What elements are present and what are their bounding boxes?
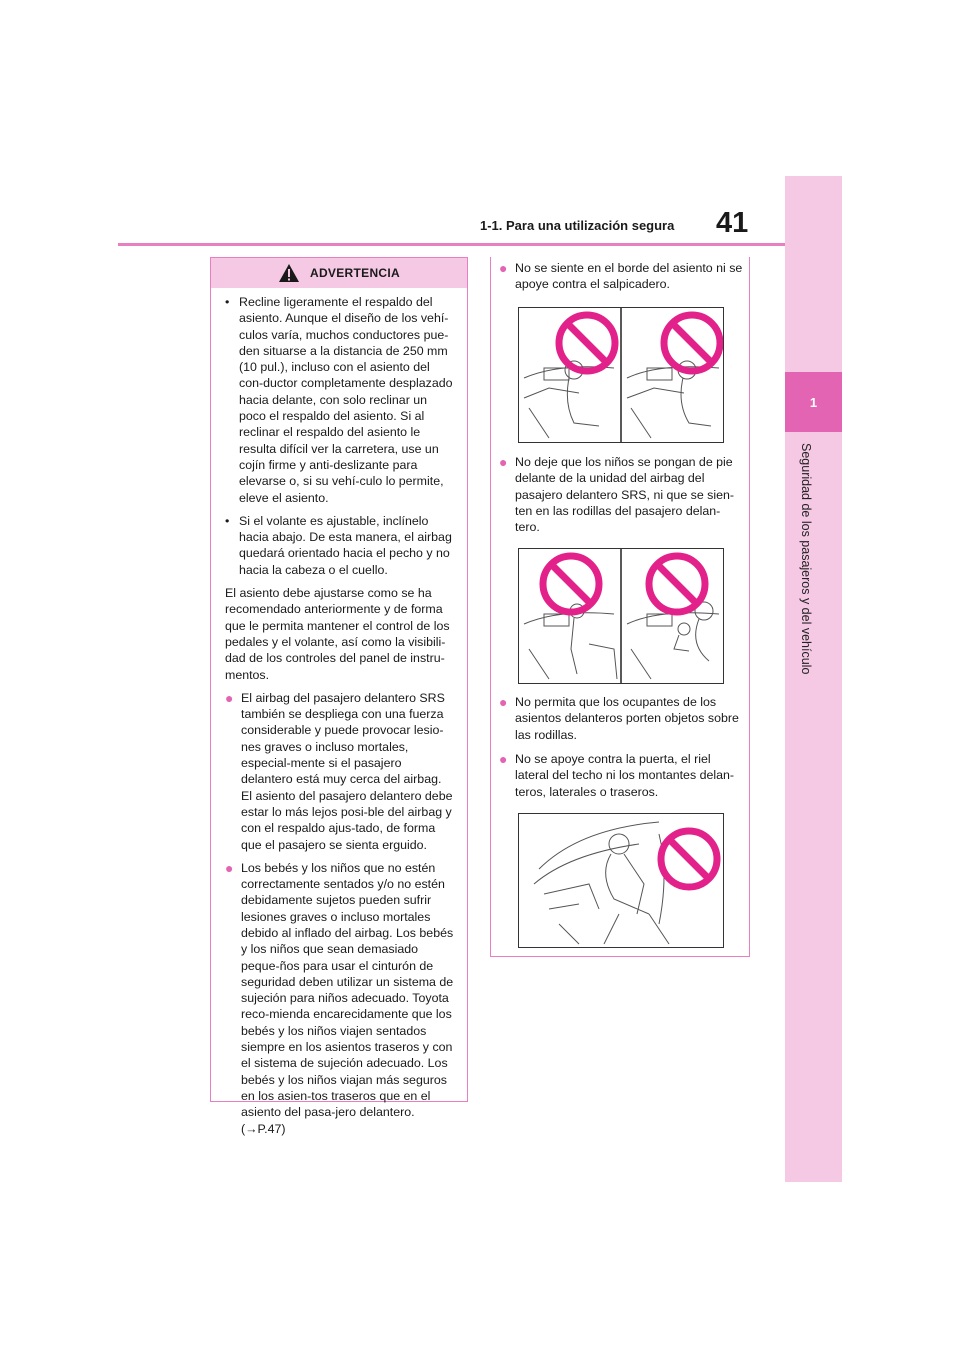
page-number: 41 [716, 207, 749, 239]
bullet-dot-icon: ● [499, 260, 508, 276]
bullet-dot-icon: ● [225, 689, 234, 706]
side-tab [785, 176, 842, 1182]
warning-bullet: • Recline ligeramente el respaldo del asiento. Aunque el diseño de los vehí-culos varía, muchos conductores pue-den situarse a la distancia de 250 mm (10 pul.), incluso con el asiento del con-ductor completamente desplazado hacia delante, con solo reclinar un poco el respaldo del asiento. Si al reclinar el respaldo del asiento le resulta difícil ver la carretera, use un cojín firme y anti-deslizante para elevarse o, si su vehí-culo lo permite, eleve el asiento. [225, 295, 453, 505]
header-rule [118, 243, 785, 246]
bullet-dot-icon: ● [499, 454, 508, 470]
warning-body [211, 288, 467, 1137]
illustration-leaning-on-door [518, 813, 724, 948]
prohibition-icon [559, 315, 615, 371]
section-title: 1-1. Para una utilización segura [480, 218, 675, 233]
right-column-box [490, 257, 750, 957]
warning-paragraph: El asiento debe ajustarse como se ha recomendado anteriormente y de forma que le permita mantener el control de los pedales y el volante, así como la visibili-dad de los controles del panel de instru-mentos. [225, 586, 450, 682]
chapter-label: Seguridad de los pasajeros y del vehículo [799, 443, 813, 675]
warning-box [210, 257, 468, 1136]
right-item: ● No permita que los ocupantes de los asientos delanteros porten objetos sobre las rodillas. [499, 694, 739, 742]
right-item: ● No se apoye contra la puerta, el riel lateral del techo ni los montantes delan-teros, laterales o traseros. [499, 751, 735, 799]
warning-triangle-icon [278, 263, 300, 283]
chapter-number: 1 [785, 372, 842, 432]
warning-header [211, 258, 467, 288]
bullet-dot-icon: ● [499, 751, 508, 767]
right-item: ● No se siente en el borde del asiento ni se apoye contra el salpicadero. [499, 260, 743, 292]
prohibition-icon [543, 556, 599, 612]
bullet-dot-icon: ● [499, 694, 508, 710]
illustration-child-standing [518, 548, 724, 684]
prohibition-icon [649, 556, 705, 612]
right-item: ● No deje que los niños se pongan de pie delante de la unidad del airbag del pasajero delantero SRS, ni que se sien-ten en las rodillas del pasajero delan-tero. [499, 454, 735, 535]
warning-bullet: • Si el volante es ajustable, inclínelo hacia abajo. De esta manera, el airbag quedará orientado hacia el pecho y no hacia la cabeza o el cuello. [225, 513, 452, 577]
warning-item: ● Los bebés y los niños que no estén correctamente sentados y/o no estén debidamente sujetos pueden sufrir lesiones graves o incluso mortales debido al inflado del airbag. Los bebés y los niños que sean demasiado peque-ños para usar el cinturón de seguridad deben utilizar un sistema de sujeción para niños adecuado. Toyota reco-mienda encarecidamente que los bebés y los niños viajen sentados siempre en los asientos traseros y con el sistema de sujeción adecuado. Los bebés y los niños viajan más seguros en los asien-tos traseros que en el asiento del pasa-jero delantero. (→P.47) [225, 859, 454, 1136]
illustration-occupant-too-close [518, 307, 724, 443]
prohibition-icon [661, 831, 717, 887]
warning-title: ADVERTENCIA [310, 266, 400, 280]
bullet-dot-icon: ● [225, 859, 234, 876]
warning-item: ● El airbag del pasajero delantero SRS también se despliega con una fuerza considerable y puede provocar lesio-nes graves o incluso mortales, especial-mente si el pasajero delantero está muy cerca del airbag. El asiento del pasajero delantero debe estar lo más lejos posi-ble del airbag y con el respaldo ajus-tado, de forma que el pasajero se sienta erguido. [225, 689, 453, 852]
